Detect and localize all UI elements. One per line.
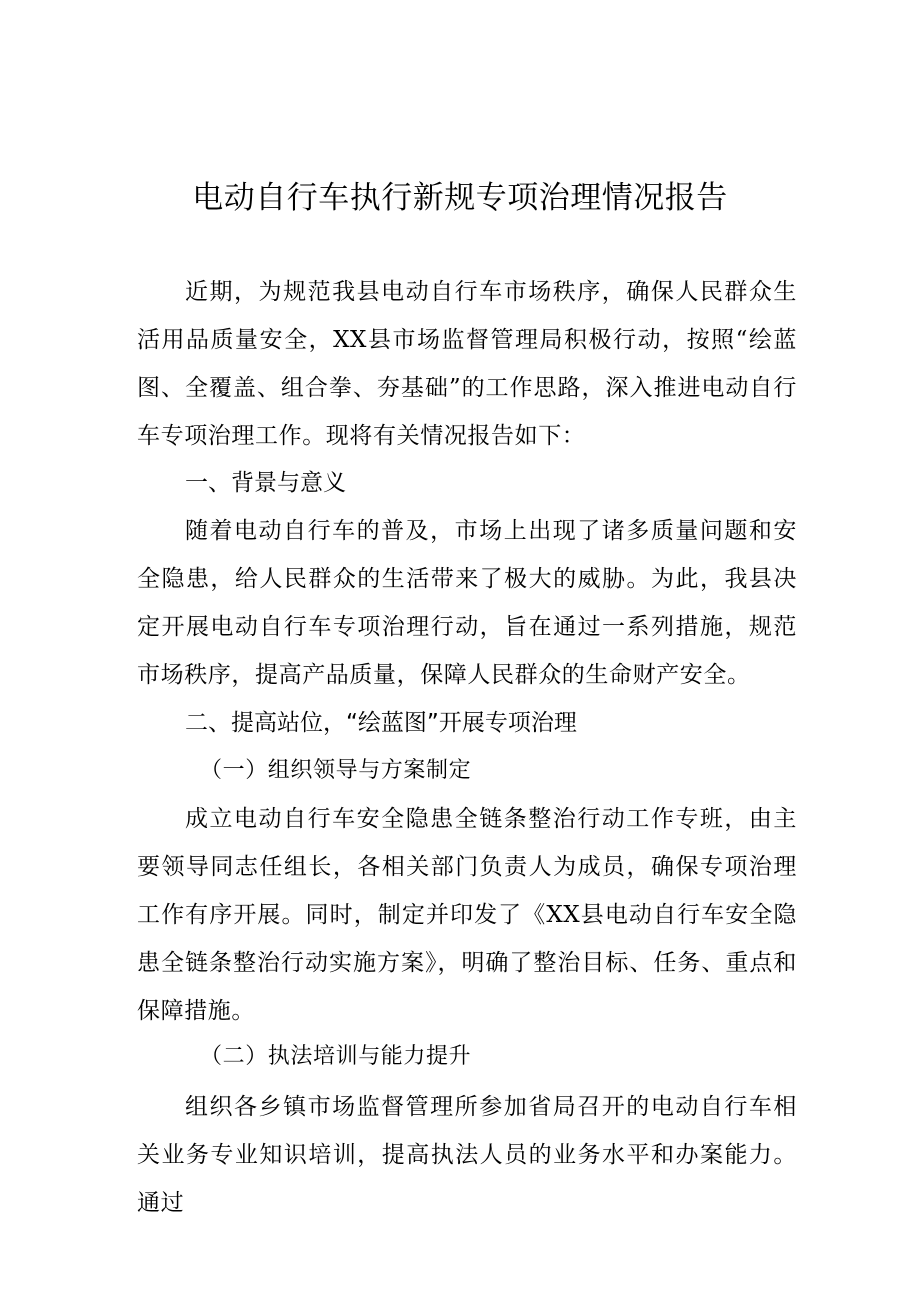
subsection-2-paragraph: 组织各乡镇市场监督管理所参加省局召开的电动自行车相关业务专业知识培训，提高执法人员的业务水平和办案能力。通过 bbox=[137, 1094, 797, 1216]
subsection-1-heading: （一）组织领导与方案制定 bbox=[200, 758, 472, 783]
subsection-1-paragraph: 成立电动自行车安全隐患全链条整治行动工作专班，由主要领导同志任组长，各相关部门负责人为成员，确保专项治理工作有序开展。同时，制定并印发了《XX县电动自行车安全隐患全链条整治行动实施方案》，明确了整治目标、任务、重点和保障措施。 bbox=[137, 806, 797, 1024]
section-1-heading: 一、背景与意义 bbox=[185, 470, 346, 496]
intro-paragraph: 近期，为规范我县电动自行车市场秩序，确保人民群众生活用品质量安全，XX县市场监督管理局积极行动，按照“绘蓝图、全覆盖、组合拳、夯基础”的工作思路，深入推进电动自行车专项治理工作。现将有关情况报告如下： bbox=[137, 279, 797, 449]
document-title: 电动自行车执行新规专项治理情况报告 bbox=[192, 180, 728, 216]
subsection-2-heading: （二）执法培训与能力提升 bbox=[200, 1044, 472, 1069]
section-2-heading: 二、提高站位，“绘蓝图”开展专项治理 bbox=[185, 710, 577, 736]
section-1-paragraph: 随着电动自行车的普及，市场上出现了诸多质量问题和安全隐患，给人民群众的生活带来了极大的威胁。为此，我县决定开展电动自行车专项治理行动，旨在通过一系列措施，规范市场秩序，提高产品质量，保障人民群众的生命财产安全。 bbox=[137, 518, 797, 688]
